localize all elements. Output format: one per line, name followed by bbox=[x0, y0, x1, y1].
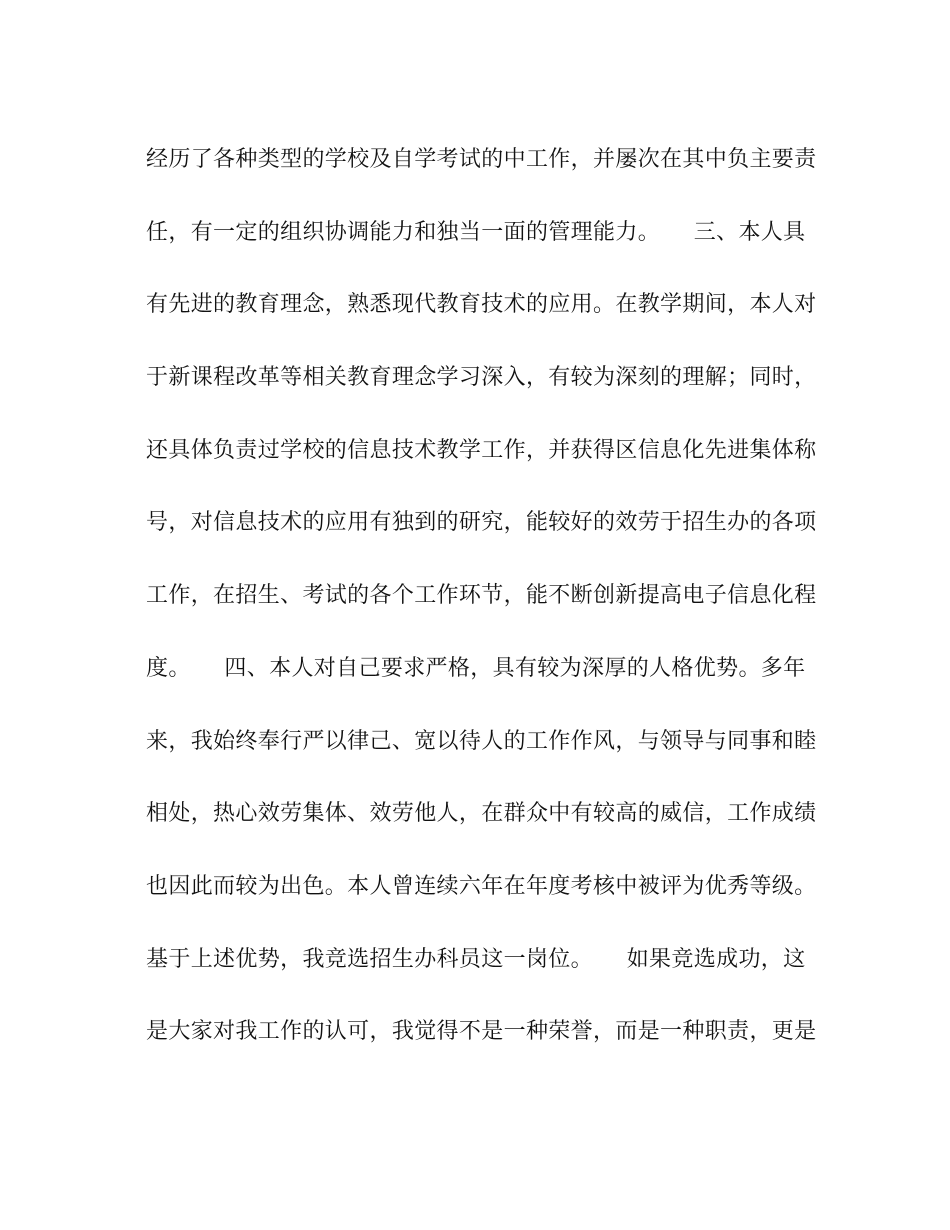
text-line: 任，有一定的组织协调能力和独当一面的管理能力。 三、本人具 bbox=[146, 219, 806, 245]
text-line: 于新课程改革等相关教育理念学习深入，有较为深刻的理解；同时， bbox=[146, 365, 817, 391]
text-line: 基于上述优势，我竞选招生办科员这一岗位。 如果竞选成功，这 bbox=[146, 946, 806, 972]
text-line: 号，对信息技术的应用有独到的研究，能较好的效劳于招生办的各项 bbox=[146, 510, 817, 536]
text-line: 有先进的教育理念，熟悉现代教育技术的应用。在教学期间，本人对 bbox=[146, 292, 817, 318]
text-line: 来，我始终奉行严以律己、宽以待人的工作作风，与领导与同事和睦 bbox=[146, 728, 817, 754]
text-line: 相处，热心效劳集体、效劳他人，在群众中有较高的威信，工作成绩 bbox=[146, 801, 817, 827]
text-line: 度。 四、本人对自己要求严格，具有较为深厚的人格优势。多年 bbox=[146, 655, 806, 681]
text-line: 还具体负责过学校的信息技术教学工作，并获得区信息化先进集体称 bbox=[146, 437, 817, 463]
text-line: 也因此而较为出色。本人曾连续六年在年度考核中被评为优秀等级。 bbox=[146, 873, 817, 899]
text-line: 工作，在招生、考试的各个工作环节，能不断创新提高电子信息化程 bbox=[146, 583, 817, 609]
body-text bbox=[146, 136, 817, 1081]
text-line: 经历了各种类型的学校及自学考试的中工作，并屡次在其中负主要责 bbox=[146, 147, 817, 172]
text-line: 是大家对我工作的认可，我觉得不是一种荣誉，而是一种职责，更是 bbox=[146, 1019, 817, 1045]
